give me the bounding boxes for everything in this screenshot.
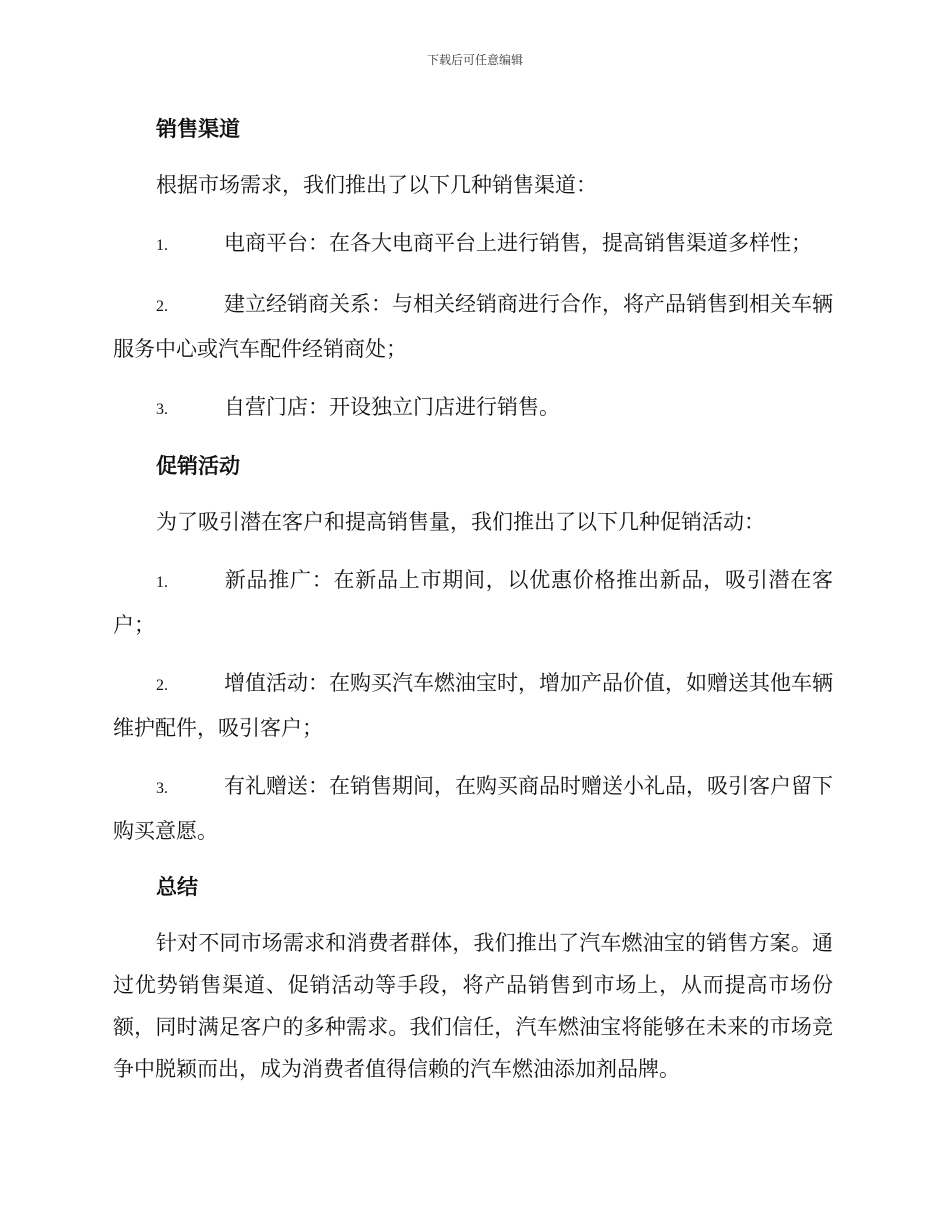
list-item [113,386,833,431]
list-item-text: 电商平台：在各大电商平台上进行销售，提高销售渠道多样性； [224,231,812,255]
list-number: 2. [156,677,168,694]
page-header: 下载后可任意编辑 [426,53,523,67]
list-item [113,662,833,749]
list-number: 3. [156,401,168,418]
document-body [113,108,833,1090]
list-item [113,283,833,370]
list-item-text: 增值活动：在购买汽车燃油宝时，增加产品价值，如赠送其他车辆维护配件，吸引客户； [113,671,833,740]
section-heading-promotions: 促销活动 [156,454,240,478]
list-number: 3. [156,780,168,797]
list-item-text: 新品推广：在新品上市期间，以优惠价格推出新品，吸引潜在客户； [113,568,833,637]
section-intro: 为了吸引潜在客户和提高销售量，我们推出了以下几种促销活动： [156,510,765,534]
section-heading-sales-channels: 销售渠道 [156,117,240,141]
summary-paragraph: 针对不同市场需求和消费者群体，我们推出了汽车燃油宝的销售方案。通过优势销售渠道、促销活动等手段，将产品销售到市场上，从而提高市场份额，同时满足客户的多种需求。我们信任，汽车燃油宝将能够在未来的市场竞争中脱颖而出，成为消费者值得信赖的汽车燃油添加剂品牌。 [113,931,833,1081]
list-item-text: 建立经销商关系：与相关经销商进行合作，将产品销售到相关车辆服务中心或汽车配件经销商处； [113,292,833,361]
list-item [113,765,833,852]
list-item [113,222,833,267]
list-item-text: 有礼赠送：在销售期间，在购买商品时赠送小礼品，吸引客户留下购买意愿。 [113,774,833,843]
list-number: 1. [156,237,168,254]
list-number: 2. [156,298,168,315]
section-intro: 根据市场需求，我们推出了以下几种销售渠道： [156,173,597,197]
section-heading-summary: 总结 [156,875,198,899]
list-item-text: 自营门店：开设独立门店进行销售。 [224,395,560,419]
list-number: 1. [156,574,168,591]
list-item [113,559,833,646]
